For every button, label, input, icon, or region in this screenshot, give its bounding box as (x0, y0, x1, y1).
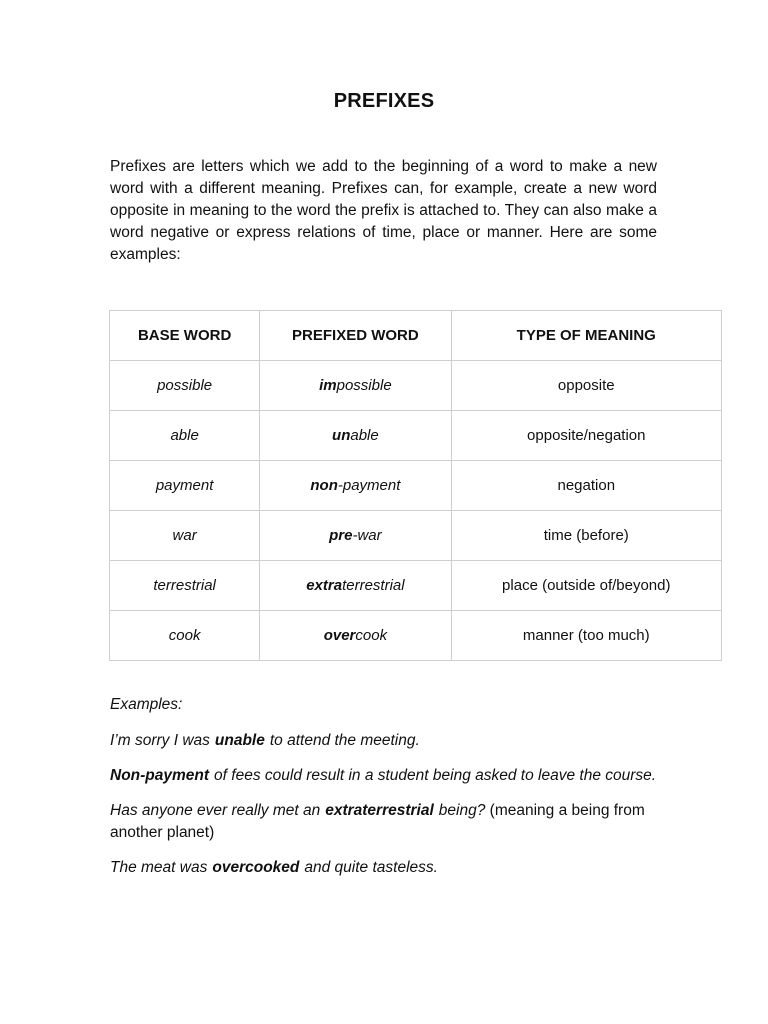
root-part: -payment (337, 477, 401, 494)
prefix-part: extra (306, 577, 343, 594)
highlighted-word: overcooked (212, 859, 300, 876)
prefix-table (109, 310, 722, 661)
base-word-cell: able (110, 411, 260, 461)
sentence-text: The meat was (110, 859, 208, 876)
table-row (110, 511, 722, 561)
header-type-of-meaning: TYPE OF MEANING (451, 311, 721, 361)
prefixed-word-cell (260, 561, 451, 611)
meaning-note: (meaning a being from another planet) (110, 802, 645, 841)
root-part: cook (355, 627, 388, 644)
highlighted-word: unable (214, 732, 265, 749)
prefix-part: im (319, 377, 337, 394)
prefix-part: non (310, 477, 338, 494)
base-word-cell: possible (110, 361, 260, 411)
sentence-text: and quite tasteless. (304, 859, 438, 876)
meaning-type-cell: opposite/negation (451, 411, 721, 461)
highlighted-word: extraterrestrial (325, 802, 434, 819)
base-word-cell: cook (110, 611, 260, 661)
example-sentence (110, 857, 670, 879)
highlighted-word: Non-payment (110, 767, 210, 784)
sentence-text: being? (438, 802, 486, 819)
prefix-part: un (332, 427, 351, 444)
meaning-type-cell: time (before) (451, 511, 721, 561)
sentence-text: of fees could result in a student being asked to leave the course. (214, 767, 657, 784)
examples-section (110, 694, 670, 892)
prefix-part: over (323, 627, 356, 644)
header-base-word: BASE WORD (110, 311, 260, 361)
examples-heading: Examples: (110, 696, 183, 713)
root-part: terrestrial (342, 577, 405, 594)
table-row (110, 461, 722, 511)
base-word-cell: terrestrial (110, 561, 260, 611)
table-row (110, 361, 722, 411)
meaning-type-cell: manner (too much) (451, 611, 721, 661)
table-row (110, 411, 722, 461)
meaning-type-cell: opposite (451, 361, 721, 411)
sentence-text: Has anyone ever really met an (110, 802, 321, 819)
root-part: able (350, 427, 379, 444)
prefixed-word-cell (260, 361, 451, 411)
sentence-text: I’m sorry I was (110, 732, 210, 749)
table-row (110, 561, 722, 611)
meaning-type-cell: place (outside of/beyond) (451, 561, 721, 611)
prefixed-word-cell (260, 511, 451, 561)
base-word-cell: war (110, 511, 260, 561)
prefixed-word-cell (260, 611, 451, 661)
table-row (110, 611, 722, 661)
prefixed-word-cell (260, 411, 451, 461)
example-sentence (110, 800, 670, 844)
meaning-type-cell: negation (451, 461, 721, 511)
table-header-row (110, 311, 722, 361)
prefix-part: pre (329, 527, 353, 544)
header-prefixed-word: PREFIXED WORD (260, 311, 451, 361)
page-title: PREFIXES (333, 90, 435, 112)
root-part: -war (352, 527, 382, 544)
root-part: possible (336, 377, 392, 394)
example-sentence (110, 730, 670, 752)
sentence-text: to attend the meeting. (269, 732, 420, 749)
base-word-cell: payment (110, 461, 260, 511)
prefixed-word-cell (260, 461, 451, 511)
intro-paragraph: Prefixes are letters which we add to the beginning of a word to make a new word with a different meaning. Prefixes can, for example, create a new word opposite in meaning to the word the prefix is attached to. They can also make a word negative or express relations of time, place or manner. Here are some examples: (110, 158, 657, 263)
example-sentence (110, 765, 670, 787)
